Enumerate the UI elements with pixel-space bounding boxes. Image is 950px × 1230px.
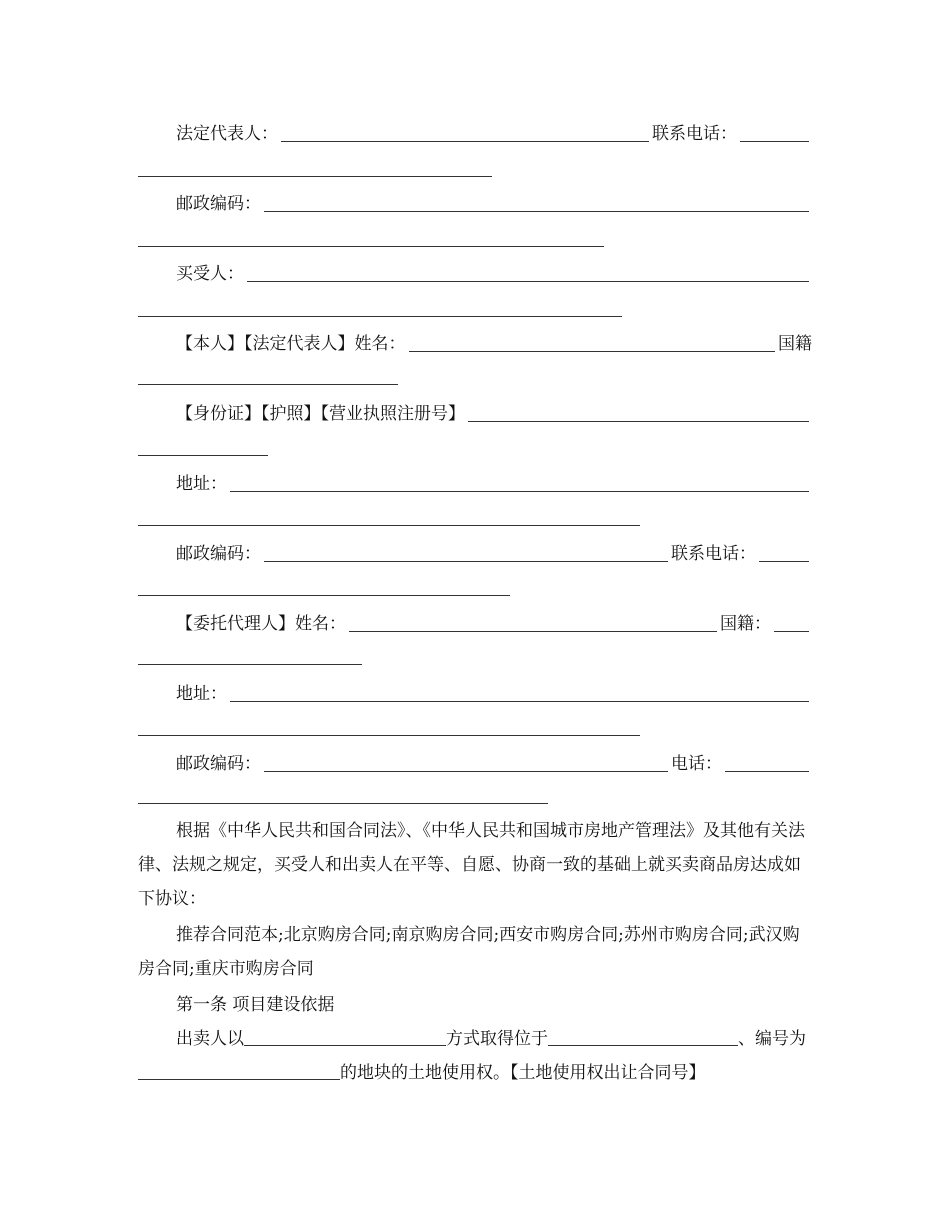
address-blank-continuation[interactable] — [138, 525, 640, 526]
agent-row — [176, 602, 812, 636]
postcode-label-2: 邮政编码： — [176, 544, 261, 564]
postcode-phone-row — [176, 532, 812, 566]
acquisition-method-blank[interactable] — [244, 1027, 446, 1046]
buyer-blank[interactable] — [247, 257, 809, 282]
article-1-part-2: 方式取得位于 — [446, 1029, 548, 1049]
identity-name-label: 【本人】【法定代表人】姓名： — [176, 334, 406, 354]
postcode-blank[interactable] — [264, 187, 809, 212]
phone-blank-2-continuation[interactable] — [138, 595, 510, 596]
postcode-tel-row — [176, 742, 812, 776]
postcode-row — [176, 182, 812, 216]
id-doc-label: 【身份证】【护照】【营业执照注册号】 — [176, 404, 465, 424]
article-1-body — [138, 1022, 812, 1090]
article-1-part-3: 、编号为 — [738, 1029, 806, 1049]
nationality-label: 国籍 — [778, 334, 812, 354]
address-blank[interactable] — [230, 467, 809, 492]
postcode-label: 邮政编码： — [176, 194, 261, 214]
address-blank-2-continuation[interactable] — [138, 735, 640, 736]
phone-blank-continuation[interactable] — [138, 176, 492, 177]
legal-rep-row — [176, 112, 812, 146]
identity-name-row — [176, 322, 812, 356]
name-blank[interactable] — [409, 327, 776, 352]
buyer-row — [176, 252, 812, 286]
postcode-blank-continuation[interactable] — [138, 246, 604, 247]
buyer-label: 买受人： — [176, 264, 244, 284]
parcel-number-blank[interactable] — [138, 1061, 340, 1080]
id-doc-row — [176, 392, 812, 426]
legal-rep-blank[interactable] — [281, 117, 649, 142]
agent-nationality-blank[interactable] — [774, 607, 809, 632]
postcode-label-3: 邮政编码： — [176, 754, 261, 774]
address-row-2 — [176, 672, 812, 706]
agent-name-label: 【委托代理人】姓名： — [176, 614, 346, 634]
postcode-blank-3[interactable] — [264, 747, 668, 772]
tel-label: 电话： — [671, 754, 722, 774]
article-1-title: 第一条 项目建设依据 — [176, 995, 335, 1015]
recommend-paragraph: 推荐合同范本;北京购房合同;南京购房合同;西安市购房合同;苏州市购房合同;武汉购房合同;重庆市购房合同 — [138, 925, 800, 979]
agent-name-blank[interactable] — [349, 607, 717, 632]
location-blank[interactable] — [548, 1027, 738, 1046]
phone-label: 联系电话： — [652, 124, 737, 144]
address-blank-2[interactable] — [230, 677, 809, 702]
tel-blank[interactable] — [725, 747, 809, 772]
nationality-label-2: 国籍： — [720, 614, 771, 634]
legal-rep-label: 法定代表人： — [176, 124, 278, 144]
address-row — [176, 462, 812, 496]
id-doc-blank[interactable] — [468, 397, 809, 422]
address-label: 地址： — [176, 474, 227, 494]
phone-blank[interactable] — [740, 117, 809, 142]
intro-paragraph: 根据《中华人民共和国合同法》、《中华人民共和国城市房地产管理法》及其他有关法律、法规之规定，买受人和出卖人在平等、自愿、协商一致的基础上就买卖商品房达成如下协议： — [138, 821, 805, 909]
phone-blank-2[interactable] — [759, 537, 809, 562]
postcode-blank-2[interactable] — [264, 537, 668, 562]
nationality-blank[interactable] — [138, 384, 398, 385]
agent-nationality-continuation[interactable] — [138, 664, 362, 665]
buyer-blank-continuation[interactable] — [138, 316, 622, 317]
tel-blank-continuation[interactable] — [138, 803, 548, 804]
address-label-2: 地址： — [176, 684, 227, 704]
id-doc-blank-continuation[interactable] — [138, 455, 268, 456]
article-1-part-4: 的地块的土地使用权。【土地使用权出让合同号】 — [340, 1063, 706, 1083]
article-1-part-1: 出卖人以 — [176, 1029, 244, 1049]
phone-label-2: 联系电话： — [671, 544, 756, 564]
